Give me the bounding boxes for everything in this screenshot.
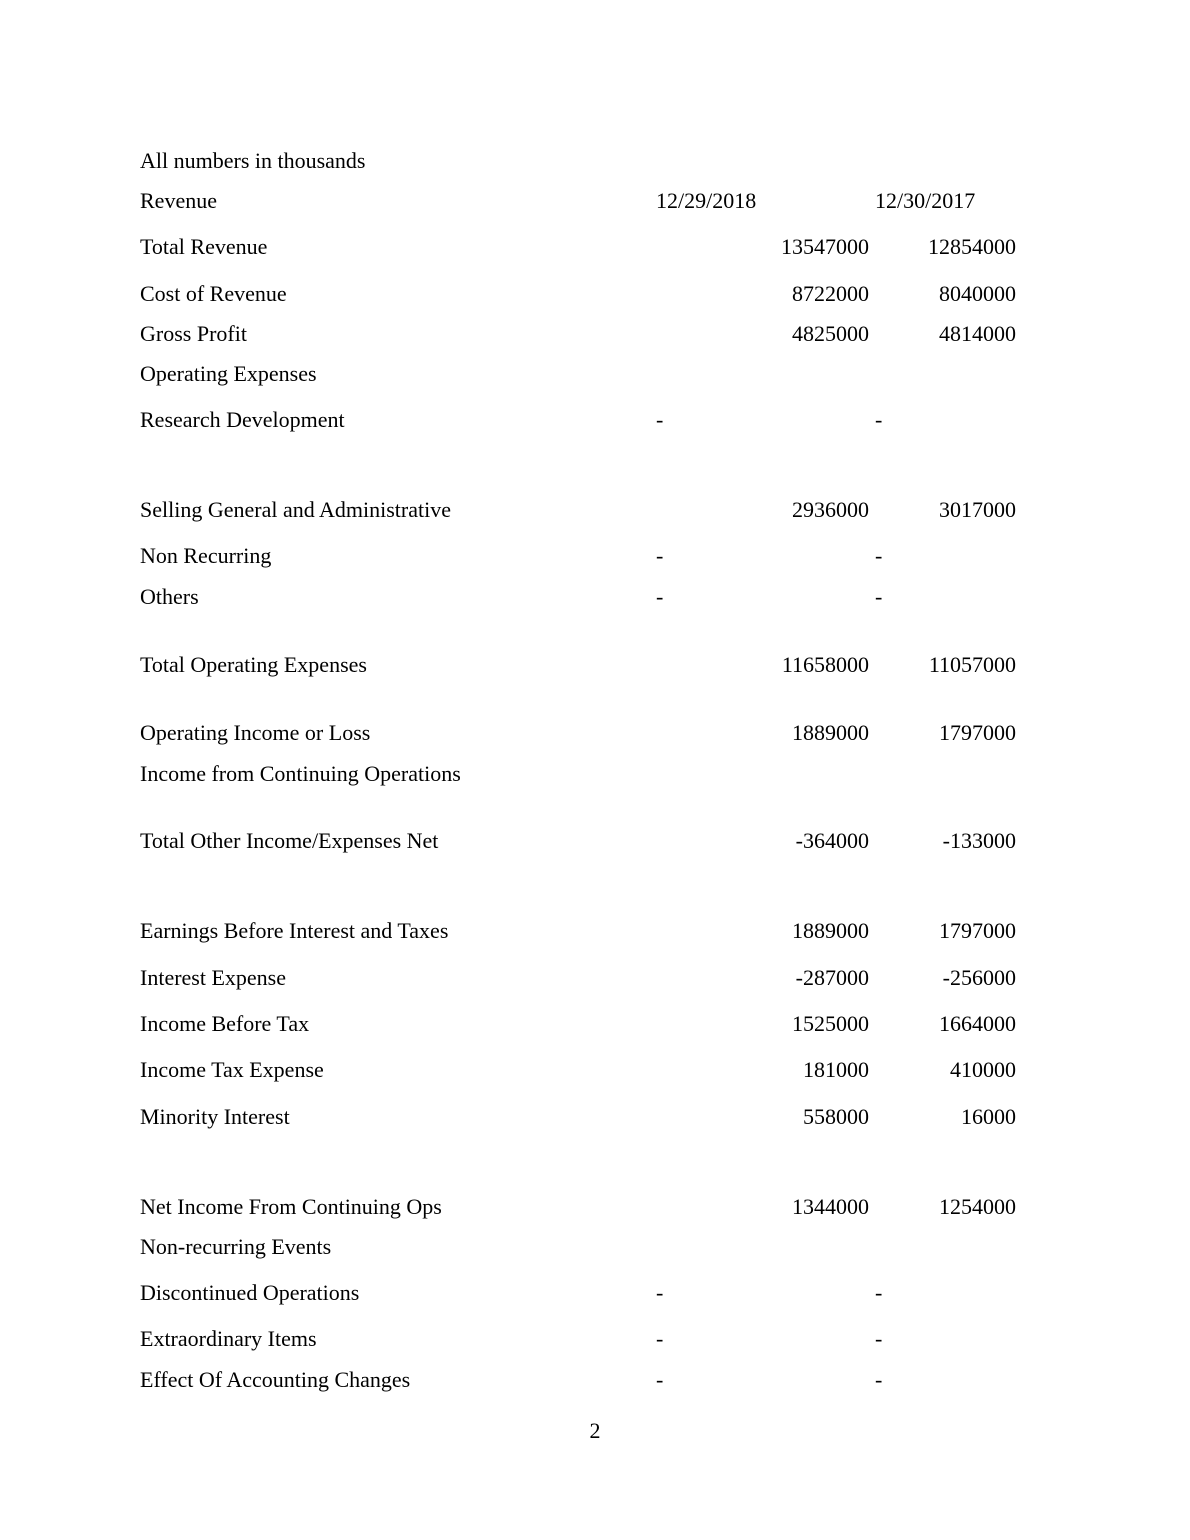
value-2017: -256000	[942, 965, 1016, 990]
value-2017: 1797000	[939, 918, 1016, 943]
value-2018: 2936000	[792, 497, 869, 522]
section-heading-row	[0, 1236, 1190, 1262]
row-label: Income Tax Expense	[140, 1057, 324, 1082]
dash-2018: -	[656, 1280, 664, 1305]
value-2017: 1254000	[939, 1194, 1016, 1219]
value-2018: 13547000	[781, 234, 869, 259]
value-2018: 1889000	[792, 720, 869, 745]
value-2018: 1344000	[792, 1194, 869, 1219]
table-row	[0, 236, 1190, 262]
table-row	[0, 830, 1190, 856]
section-heading-row	[0, 363, 1190, 389]
value-2017: 8040000	[939, 281, 1016, 306]
row-label: Interest Expense	[140, 965, 286, 990]
value-2018: 4825000	[792, 321, 869, 346]
value-2018: 181000	[803, 1057, 869, 1082]
dash-2017: -	[875, 1367, 883, 1392]
dash-2018: -	[656, 584, 664, 609]
value-2017: -133000	[942, 828, 1016, 853]
table-row	[0, 920, 1190, 946]
dash-2018: -	[656, 1367, 664, 1392]
value-2018: 1889000	[792, 918, 869, 943]
table-row	[0, 283, 1190, 309]
value-2018: 1525000	[792, 1011, 869, 1036]
row-label: Research Development	[140, 407, 345, 432]
table-row	[0, 967, 1190, 993]
value-2017: 1664000	[939, 1011, 1016, 1036]
table-row	[0, 1369, 1190, 1395]
dash-2017: -	[875, 1326, 883, 1351]
value-2018: 11658000	[781, 652, 869, 677]
value-2018: -364000	[795, 828, 869, 853]
table-row	[0, 545, 1190, 571]
row-label: Earnings Before Interest and Taxes	[140, 918, 449, 943]
table-row	[0, 409, 1190, 435]
value-2018: 8722000	[792, 281, 869, 306]
row-label: Operating Expenses	[140, 361, 317, 386]
dash-2017: -	[875, 1280, 883, 1305]
dash-2018: -	[656, 543, 664, 568]
value-2018: -287000	[795, 965, 869, 990]
table-row	[0, 1106, 1190, 1132]
header-row	[0, 190, 1190, 216]
row-label: Operating Income or Loss	[140, 720, 371, 745]
dash-2018: -	[656, 407, 664, 432]
table-row	[0, 1059, 1190, 1085]
row-label: Others	[140, 584, 199, 609]
table-row	[0, 722, 1190, 748]
row-label: Gross Profit	[140, 321, 247, 346]
row-label: Selling General and Administrative	[140, 497, 451, 522]
value-2017: 12854000	[928, 234, 1016, 259]
page-number: 2	[589, 1418, 601, 1443]
column-date-2018: 12/29/2018	[656, 188, 757, 213]
row-label: Discontinued Operations	[140, 1280, 360, 1305]
row-label: Income from Continuing Operations	[140, 761, 461, 786]
table-row	[0, 1013, 1190, 1039]
row-label: Total Operating Expenses	[140, 652, 367, 677]
header-label: Revenue	[140, 188, 217, 213]
row-label: Total Other Income/Expenses Net	[140, 828, 439, 853]
value-2017: 16000	[961, 1104, 1016, 1129]
units-note: All numbers in thousands	[140, 148, 366, 173]
value-2017: 11057000	[928, 652, 1016, 677]
column-date-2017: 12/30/2017	[875, 188, 976, 213]
row-label: Minority Interest	[140, 1104, 290, 1129]
row-label: Income Before Tax	[140, 1011, 310, 1036]
value-2017: 3017000	[939, 497, 1016, 522]
table-row	[0, 586, 1190, 612]
row-label: Cost of Revenue	[140, 281, 287, 306]
value-2017: 410000	[950, 1057, 1016, 1082]
value-2017: 4814000	[939, 321, 1016, 346]
row-label: Total Revenue	[140, 234, 268, 259]
table-row	[0, 499, 1190, 525]
value-2018: 558000	[803, 1104, 869, 1129]
value-2017: 1797000	[939, 720, 1016, 745]
table-row	[0, 323, 1190, 349]
dash-2017: -	[875, 584, 883, 609]
row-label: Effect Of Accounting Changes	[140, 1367, 411, 1392]
dash-2018: -	[656, 1326, 664, 1351]
row-label: Non Recurring	[140, 543, 272, 568]
table-row	[0, 1196, 1190, 1222]
table-row	[0, 1282, 1190, 1308]
row-label: Extraordinary Items	[140, 1326, 317, 1351]
dash-2017: -	[875, 407, 883, 432]
table-row	[0, 654, 1190, 680]
row-label: Net Income From Continuing Ops	[140, 1194, 442, 1219]
section-heading-row	[0, 763, 1190, 789]
row-label: Non-recurring Events	[140, 1234, 332, 1259]
table-row	[0, 1328, 1190, 1354]
dash-2017: -	[875, 543, 883, 568]
